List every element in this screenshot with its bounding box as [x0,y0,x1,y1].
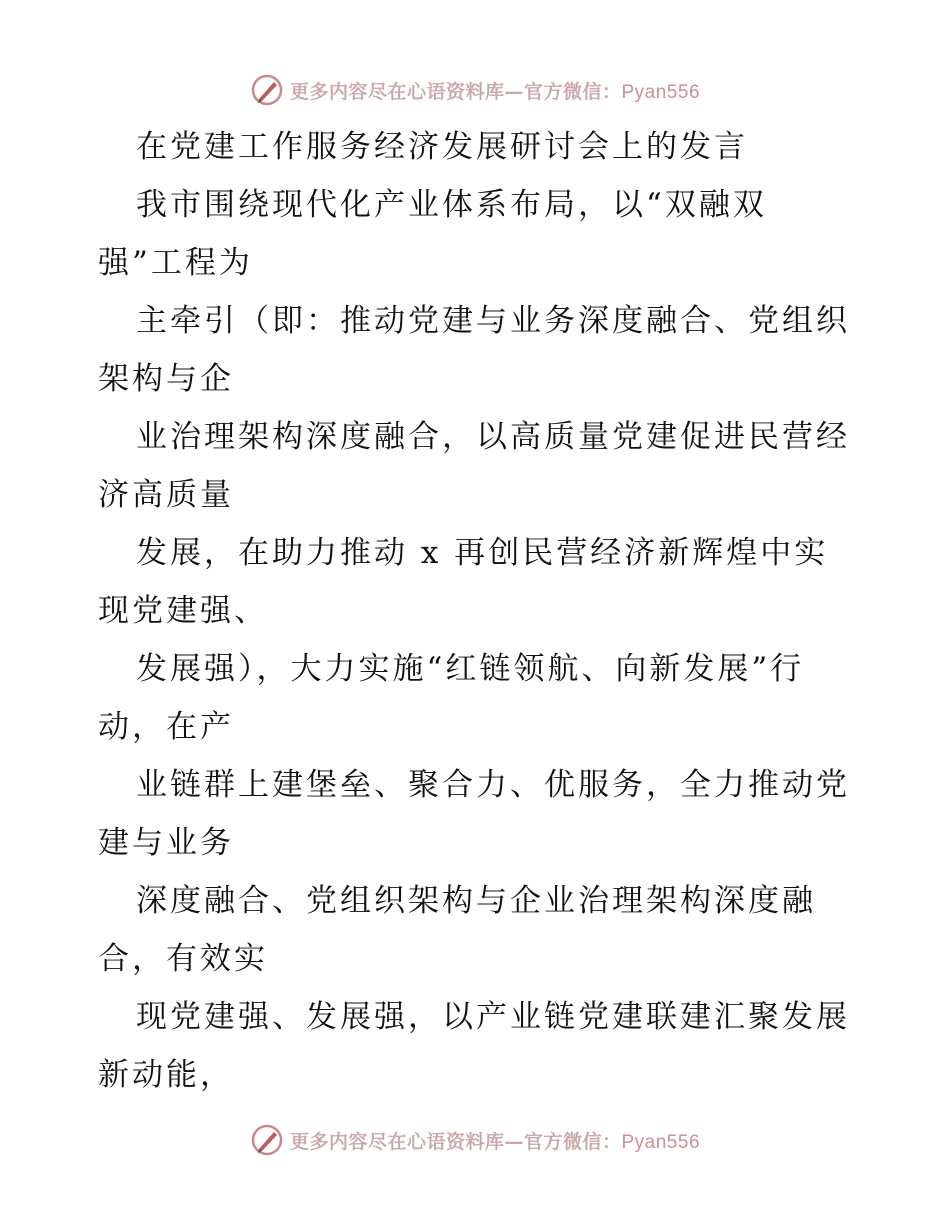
paragraph-line: 强”工程为 [98,245,253,281]
quill-logo-icon [250,73,284,107]
paragraph-line: 现党建强、 [98,593,268,629]
header-watermark [0,70,950,110]
document-body [98,118,858,1104]
paragraph-line: 业链群上建堡垒、聚合力、优服务，全力推动党 [136,767,850,803]
paragraph-line: 发展强），大力实施“红链领航、向新发展”行 [136,651,805,687]
document-title: 在党建工作服务经济发展研讨会上的发言 [136,129,748,165]
quill-logo-icon [250,1123,284,1157]
paragraph-line: 济高质量 [98,477,234,513]
paragraph-line: 动，在产 [98,709,234,745]
watermark-text: 更多内容尽在心语资料库—官方微信：Pyan556 [289,80,701,103]
watermark-wechat-id: Pyan556 [621,1131,701,1153]
paragraph-line: 合，有效实 [98,941,268,977]
watermark-wechat-id: Pyan556 [621,81,701,103]
paragraph-line: 建与业务 [98,825,234,861]
paragraph-line: 我市围绕现代化产业体系布局，以“双融双 [136,187,767,223]
paragraph-line: 主牵引（即：推动党建与业务深度融合、党组织 [136,303,850,339]
footer-watermark [0,1120,950,1160]
watermark-text: 更多内容尽在心语资料库—官方微信：Pyan556 [289,1130,701,1153]
paragraph-line: 深度融合、党组织架构与企业治理架构深度融 [136,883,816,919]
paragraph-line: 架构与企 [98,361,234,397]
paragraph-line: 发展，在助力推动 x 再创民营经济新辉煌中实 [136,535,829,571]
paragraph-line: 现党建强、发展强，以产业链党建联建汇聚发展 [136,999,850,1035]
paragraph-line: 新动能， [98,1057,234,1093]
paragraph-line: 业治理架构深度融合，以高质量党建促进民营经 [136,419,850,455]
